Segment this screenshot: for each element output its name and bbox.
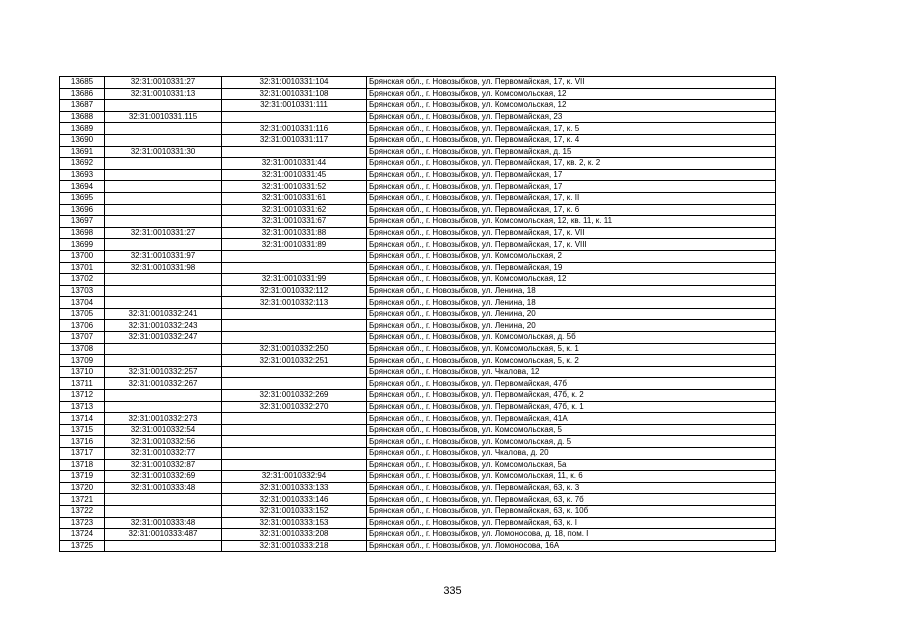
address-cell: Брянская обл., г. Новозыбков, ул. Первомайская, 17	[367, 181, 776, 193]
cadastral-number-cell: 32:31:0010333:48	[105, 482, 222, 494]
address-cell: Брянская обл., г. Новозыбков, ул. Комсомольская, 5, к. 1	[367, 343, 776, 355]
related-cadastral-number-cell: 32:31:0010331:62	[222, 204, 367, 216]
address-cell: Брянская обл., г. Новозыбков, ул. Комсомольская, д. 5	[367, 436, 776, 448]
address-cell: Брянская обл., г. Новозыбков, ул. Комсомольская, 5	[367, 424, 776, 436]
cadastral-number-cell	[105, 216, 222, 228]
address-cell: Брянская обл., г. Новозыбков, ул. Первомайская, 17	[367, 169, 776, 181]
related-cadastral-number-cell: 32:31:0010333:153	[222, 517, 367, 529]
table-row	[60, 262, 776, 274]
address-cell: Брянская обл., г. Новозыбков, ул. Первомайская, 63, к. 10б	[367, 505, 776, 517]
address-cell: Брянская обл., г. Новозыбков, ул. Комсомольская, 5а	[367, 459, 776, 471]
table-row	[60, 390, 776, 402]
cadastral-number-cell	[105, 401, 222, 413]
row-number-cell: 13698	[60, 227, 105, 239]
address-cell: Брянская обл., г. Новозыбков, ул. Первомайская, 17, к. 5	[367, 123, 776, 135]
address-cell: Брянская обл., г. Новозыбков, ул. Комсомольская, д. 5б	[367, 332, 776, 344]
related-cadastral-number-cell: 32:31:0010332:269	[222, 390, 367, 402]
cadastral-number-cell	[105, 285, 222, 297]
address-cell: Брянская обл., г. Новозыбков, ул. Ленина, 20	[367, 320, 776, 332]
address-cell: Брянская обл., г. Новозыбков, ул. Первомайская, 47б, к. 1	[367, 401, 776, 413]
cadastral-number-cell: 32:31:0010331:27	[105, 77, 222, 89]
cadastral-number-cell: 32:31:0010332:273	[105, 413, 222, 425]
related-cadastral-number-cell: 32:31:0010333:152	[222, 505, 367, 517]
row-number-cell: 13715	[60, 424, 105, 436]
address-cell: Брянская обл., г. Новозыбков, ул. Ленина, 18	[367, 297, 776, 309]
address-cell: Брянская обл., г. Новозыбков, ул. Первомайская, 17, к. VIII	[367, 239, 776, 251]
related-cadastral-number-cell	[222, 111, 367, 123]
row-number-cell: 13709	[60, 355, 105, 367]
row-number-cell: 13697	[60, 216, 105, 228]
table-row	[60, 77, 776, 89]
cadastral-number-cell	[105, 297, 222, 309]
related-cadastral-number-cell: 32:31:0010332:251	[222, 355, 367, 367]
table-row	[60, 274, 776, 286]
address-cell: Брянская обл., г. Новозыбков, ул. Комсомольская, 12	[367, 88, 776, 100]
related-cadastral-number-cell: 32:31:0010331:67	[222, 216, 367, 228]
registry-table	[59, 76, 776, 552]
row-number-cell: 13720	[60, 482, 105, 494]
related-cadastral-number-cell: 32:31:0010331:99	[222, 274, 367, 286]
related-cadastral-number-cell: 32:31:0010331:89	[222, 239, 367, 251]
related-cadastral-number-cell: 32:31:0010332:113	[222, 297, 367, 309]
row-number-cell: 13692	[60, 158, 105, 170]
row-number-cell: 13706	[60, 320, 105, 332]
related-cadastral-number-cell	[222, 436, 367, 448]
cadastral-number-cell	[105, 158, 222, 170]
address-cell: Брянская обл., г. Новозыбков, ул. Первомайская, 47б	[367, 378, 776, 390]
address-cell: Брянская обл., г. Новозыбков, ул. Комсомольская, 12, кв. 11, к. 11	[367, 216, 776, 228]
table-row	[60, 239, 776, 251]
row-number-cell: 13713	[60, 401, 105, 413]
cadastral-number-cell: 32:31:0010332:243	[105, 320, 222, 332]
table-row	[60, 123, 776, 135]
cadastral-number-cell: 32:31:0010333:487	[105, 529, 222, 541]
cadastral-number-cell	[105, 494, 222, 506]
row-number-cell: 13717	[60, 448, 105, 460]
address-cell: Брянская обл., г. Новозыбков, ул. Комсомольская, 5, к. 2	[367, 355, 776, 367]
row-number-cell: 13688	[60, 111, 105, 123]
address-cell: Брянская обл., г. Новозыбков, ул. Первомайская, д. 15	[367, 146, 776, 158]
table-row	[60, 482, 776, 494]
address-cell: Брянская обл., г. Новозыбков, ул. Первомайская, 63, к. 3	[367, 482, 776, 494]
related-cadastral-number-cell: 32:31:0010331:61	[222, 192, 367, 204]
table-row	[60, 540, 776, 552]
cadastral-number-cell: 32:31:0010333:48	[105, 517, 222, 529]
row-number-cell: 13700	[60, 250, 105, 262]
cadastral-number-cell	[105, 343, 222, 355]
related-cadastral-number-cell: 32:31:0010333:218	[222, 540, 367, 552]
table-row	[60, 517, 776, 529]
row-number-cell: 13710	[60, 366, 105, 378]
cadastral-number-cell: 32:31:0010332:54	[105, 424, 222, 436]
cadastral-number-cell: 32:31:0010332:267	[105, 378, 222, 390]
cadastral-number-cell	[105, 134, 222, 146]
related-cadastral-number-cell	[222, 262, 367, 274]
cadastral-number-cell	[105, 123, 222, 135]
related-cadastral-number-cell: 32:31:0010333:146	[222, 494, 367, 506]
cadastral-number-cell: 32:31:0010332:241	[105, 308, 222, 320]
row-number-cell: 13724	[60, 529, 105, 541]
page-number: 335	[443, 585, 462, 597]
table-row	[60, 158, 776, 170]
cadastral-number-cell	[105, 390, 222, 402]
related-cadastral-number-cell: 32:31:0010332:270	[222, 401, 367, 413]
related-cadastral-number-cell: 32:31:0010331:88	[222, 227, 367, 239]
table-row	[60, 216, 776, 228]
row-number-cell: 13703	[60, 285, 105, 297]
related-cadastral-number-cell: 32:31:0010331:52	[222, 181, 367, 193]
row-number-cell: 13712	[60, 390, 105, 402]
related-cadastral-number-cell: 32:31:0010331:116	[222, 123, 367, 135]
table-row	[60, 100, 776, 112]
address-cell: Брянская обл., г. Новозыбков, ул. Первомайская, 17, к. II	[367, 192, 776, 204]
cadastral-number-cell	[105, 100, 222, 112]
table-row	[60, 146, 776, 158]
address-cell: Брянская обл., г. Новозыбков, ул. Комсомольская, 12	[367, 100, 776, 112]
related-cadastral-number-cell	[222, 378, 367, 390]
related-cadastral-number-cell: 32:31:0010331:104	[222, 77, 367, 89]
registry-table-body	[60, 77, 776, 552]
row-number-cell: 13685	[60, 77, 105, 89]
related-cadastral-number-cell: 32:31:0010333:133	[222, 482, 367, 494]
table-row	[60, 494, 776, 506]
table-row	[60, 424, 776, 436]
address-cell: Брянская обл., г. Новозыбков, ул. Чкалова, д. 20	[367, 448, 776, 460]
row-number-cell: 13693	[60, 169, 105, 181]
cadastral-number-cell	[105, 274, 222, 286]
cadastral-number-cell: 32:31:0010331.115	[105, 111, 222, 123]
row-number-cell: 13691	[60, 146, 105, 158]
related-cadastral-number-cell: 32:31:0010331:111	[222, 100, 367, 112]
related-cadastral-number-cell	[222, 366, 367, 378]
table-row	[60, 297, 776, 309]
cadastral-number-cell	[105, 169, 222, 181]
related-cadastral-number-cell: 32:31:0010332:112	[222, 285, 367, 297]
address-cell: Брянская обл., г. Новозыбков, ул. Первомайская, 17, к. VII	[367, 227, 776, 239]
table-row	[60, 285, 776, 297]
related-cadastral-number-cell: 32:31:0010331:45	[222, 169, 367, 181]
address-cell: Брянская обл., г. Новозыбков, ул. Первомайская, 17, к. VII	[367, 77, 776, 89]
table-row	[60, 227, 776, 239]
table-row	[60, 413, 776, 425]
address-cell: Брянская обл., г. Новозыбков, ул. Первомайская, 47б, к. 2	[367, 390, 776, 402]
related-cadastral-number-cell	[222, 250, 367, 262]
table-row	[60, 401, 776, 413]
row-number-cell: 13686	[60, 88, 105, 100]
row-number-cell: 13690	[60, 134, 105, 146]
address-cell: Брянская обл., г. Новозыбков, ул. Первомайская, 17, к. 6	[367, 204, 776, 216]
row-number-cell: 13702	[60, 274, 105, 286]
row-number-cell: 13721	[60, 494, 105, 506]
table-row	[60, 332, 776, 344]
address-cell: Брянская обл., г. Новозыбков, ул. Первомайская, 41А	[367, 413, 776, 425]
table-row	[60, 192, 776, 204]
related-cadastral-number-cell: 32:31:0010332:250	[222, 343, 367, 355]
related-cadastral-number-cell	[222, 448, 367, 460]
address-cell: Брянская обл., г. Новозыбков, ул. Комсомольская, 12	[367, 274, 776, 286]
related-cadastral-number-cell	[222, 413, 367, 425]
table-row	[60, 111, 776, 123]
row-number-cell: 13723	[60, 517, 105, 529]
cadastral-number-cell: 32:31:0010331:30	[105, 146, 222, 158]
address-cell: Брянская обл., г. Новозыбков, ул. Комсомольская, 11, к. 6	[367, 471, 776, 483]
table-row	[60, 436, 776, 448]
cadastral-number-cell: 32:31:0010332:56	[105, 436, 222, 448]
table-row	[60, 355, 776, 367]
table-row	[60, 448, 776, 460]
address-cell: Брянская обл., г. Новозыбков, ул. Первомайская, 23	[367, 111, 776, 123]
row-number-cell: 13696	[60, 204, 105, 216]
table-row	[60, 250, 776, 262]
cadastral-number-cell	[105, 239, 222, 251]
row-number-cell: 13687	[60, 100, 105, 112]
row-number-cell: 13701	[60, 262, 105, 274]
table-row	[60, 378, 776, 390]
table-row	[60, 505, 776, 517]
related-cadastral-number-cell	[222, 459, 367, 471]
row-number-cell: 13711	[60, 378, 105, 390]
row-number-cell: 13705	[60, 308, 105, 320]
table-row	[60, 88, 776, 100]
table-row	[60, 134, 776, 146]
related-cadastral-number-cell: 32:31:0010331:117	[222, 134, 367, 146]
cadastral-number-cell: 32:31:0010332:77	[105, 448, 222, 460]
row-number-cell: 13714	[60, 413, 105, 425]
table-row	[60, 204, 776, 216]
related-cadastral-number-cell	[222, 320, 367, 332]
related-cadastral-number-cell	[222, 424, 367, 436]
row-number-cell: 13708	[60, 343, 105, 355]
cadastral-number-cell	[105, 540, 222, 552]
address-cell: Брянская обл., г. Новозыбков, ул. Ломоносова, 16А	[367, 540, 776, 552]
cadastral-number-cell: 32:31:0010332:69	[105, 471, 222, 483]
address-cell: Брянская обл., г. Новозыбков, ул. Первомайская, 17, кв. 2, к. 2	[367, 158, 776, 170]
row-number-cell: 13719	[60, 471, 105, 483]
address-cell: Брянская обл., г. Новозыбков, ул. Комсомольская, 2	[367, 250, 776, 262]
table-row	[60, 308, 776, 320]
cadastral-number-cell: 32:31:0010331:27	[105, 227, 222, 239]
related-cadastral-number-cell: 32:31:0010333:208	[222, 529, 367, 541]
related-cadastral-number-cell	[222, 332, 367, 344]
address-cell: Брянская обл., г. Новозыбков, ул. Ломоносова, д. 18, пом. I	[367, 529, 776, 541]
cadastral-number-cell	[105, 505, 222, 517]
table-row	[60, 459, 776, 471]
row-number-cell: 13694	[60, 181, 105, 193]
address-cell: Брянская обл., г. Новозыбков, ул. Первомайская, 63, к. 7б	[367, 494, 776, 506]
row-number-cell: 13704	[60, 297, 105, 309]
row-number-cell: 13689	[60, 123, 105, 135]
cadastral-number-cell	[105, 355, 222, 367]
row-number-cell: 13718	[60, 459, 105, 471]
related-cadastral-number-cell: 32:31:0010332:94	[222, 471, 367, 483]
table-row	[60, 529, 776, 541]
address-cell: Брянская обл., г. Новозыбков, ул. Ленина, 18	[367, 285, 776, 297]
row-number-cell: 13725	[60, 540, 105, 552]
table-row	[60, 471, 776, 483]
cadastral-number-cell: 32:31:0010331:97	[105, 250, 222, 262]
address-cell: Брянская обл., г. Новозыбков, ул. Первомайская, 17, к. 4	[367, 134, 776, 146]
address-cell: Брянская обл., г. Новозыбков, ул. Ленина, 20	[367, 308, 776, 320]
row-number-cell: 13716	[60, 436, 105, 448]
related-cadastral-number-cell	[222, 146, 367, 158]
row-number-cell: 13707	[60, 332, 105, 344]
cadastral-number-cell	[105, 204, 222, 216]
table-row	[60, 181, 776, 193]
address-cell: Брянская обл., г. Новозыбков, ул. Первомайская, 63, к. I	[367, 517, 776, 529]
related-cadastral-number-cell	[222, 308, 367, 320]
row-number-cell: 13699	[60, 239, 105, 251]
cadastral-number-cell: 32:31:0010332:247	[105, 332, 222, 344]
related-cadastral-number-cell: 32:31:0010331:108	[222, 88, 367, 100]
cadastral-number-cell: 32:31:0010332:87	[105, 459, 222, 471]
table-row	[60, 343, 776, 355]
address-cell: Брянская обл., г. Новозыбков, ул. Чкалова, 12	[367, 366, 776, 378]
cadastral-number-cell: 32:31:0010331:98	[105, 262, 222, 274]
cadastral-number-cell	[105, 192, 222, 204]
related-cadastral-number-cell: 32:31:0010331:44	[222, 158, 367, 170]
cadastral-number-cell	[105, 181, 222, 193]
cadastral-number-cell: 32:31:0010331:13	[105, 88, 222, 100]
address-cell: Брянская обл., г. Новозыбков, ул. Первомайская, 19	[367, 262, 776, 274]
cadastral-number-cell: 32:31:0010332:257	[105, 366, 222, 378]
table-row	[60, 366, 776, 378]
table-row	[60, 320, 776, 332]
row-number-cell: 13695	[60, 192, 105, 204]
table-row	[60, 169, 776, 181]
row-number-cell: 13722	[60, 505, 105, 517]
